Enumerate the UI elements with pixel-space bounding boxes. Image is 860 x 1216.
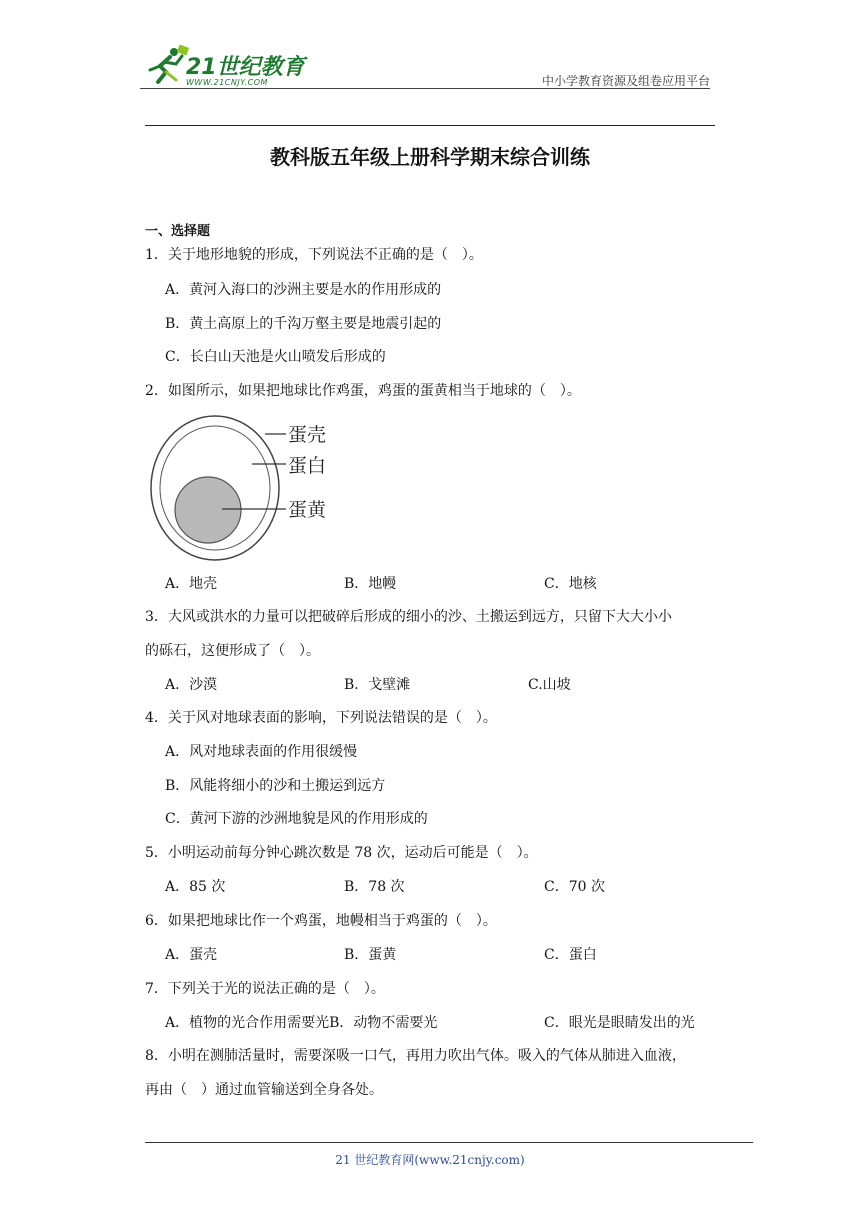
question-5: 5．小明运动前每分钟心跳次数是 78 次，运动后可能是（ ）。 [145,845,538,861]
logo-text: 21世纪教育 [186,55,305,80]
egg-diagram [148,414,348,564]
section-heading: 一、选择题 [145,224,211,239]
question-6-option-c: C．蛋白 [544,947,597,963]
question-4-option-c: C．黄河下游的沙洲地貌是风的作用形成的 [165,811,428,827]
question-7: 7．下列关于光的说法正确的是（ ）。 [145,981,385,997]
question-2-option-a: A．地壳 [165,576,218,592]
question-7-option-c: C．眼光是眼睛发出的光 [544,1015,695,1031]
platform-label: 中小学教育资源及组卷应用平台 [541,74,710,88]
question-6: 6．如果把地球比作一个鸡蛋，地幔相当于鸡蛋的（ ）。 [145,913,497,929]
title-divider [145,125,715,126]
question-4-option-b: B．风能将细小的沙和土搬运到远方 [165,778,386,794]
question-5-option-b: B．78 次 [344,879,405,895]
question-1-option-a: A．黄河入海口的沙洲主要是水的作用形成的 [165,282,442,298]
question-5-option-a: A．85 次 [165,879,226,895]
footer-divider [145,1142,753,1143]
question-3-option-a: A．沙漠 [165,677,218,693]
question-7-option-ab: A．植物的光合作用需要光B．动物不需要光 [165,1015,438,1031]
question-2: 2．如图所示，如果把地球比作鸡蛋，鸡蛋的蛋黄相当于地球的（ ）。 [145,383,581,399]
egg-label-yolk: 蛋黄 [288,499,327,521]
egg-label-white: 蛋白 [288,455,327,477]
logo-runner-icon [140,44,190,88]
question-4: 4．关于风对地球表面的影响，下列说法错误的是（ ）。 [145,710,497,726]
question-1-option-c: C．长白山天池是火山喷发后形成的 [165,349,386,365]
egg-label-shell: 蛋壳 [288,424,327,446]
question-3-line-1: 3．大风或洪水的力量可以把破碎后形成的细小的沙、土搬运到远方，只留下大大小小 [145,609,672,625]
question-2-option-c: C．地核 [544,576,597,592]
question-6-option-b: B．蛋黄 [344,947,397,963]
question-6-option-a: A．蛋壳 [165,947,218,963]
question-4-option-a: A．风对地球表面的作用很缓慢 [165,744,358,760]
logo-url: WWW.21CNJY.COM [186,78,268,87]
header-divider [140,88,710,89]
question-3-option-c: C.山坡 [528,677,571,693]
question-3-option-b: B．戈壁滩 [344,677,411,693]
question-2-option-b: B．地幔 [344,576,397,592]
egg-yolk [175,477,241,543]
question-3-line-2: 的砾石，这便形成了（ ）。 [145,643,320,659]
question-8-line-2: 再由（ ）通过血管输送到全身各处。 [145,1082,383,1098]
page-title: 教科版五年级上册科学期末综合训练 [270,145,590,169]
question-8-line-1: 8．小明在测肺活量时，需要深吸一口气，再用力吹出气体。吸入的气体从肺进入血液， [145,1048,686,1064]
question-1-option-b: B．黄土高原上的千沟万壑主要是地震引起的 [165,316,442,332]
question-1: 1．关于地形地貌的形成，下列说法不正确的是（ ）。 [145,247,483,263]
footer-link[interactable]: 21 世纪教育网(www.21cnjy.com) [335,1153,525,1167]
question-5-option-c: C．70 次 [544,879,605,895]
